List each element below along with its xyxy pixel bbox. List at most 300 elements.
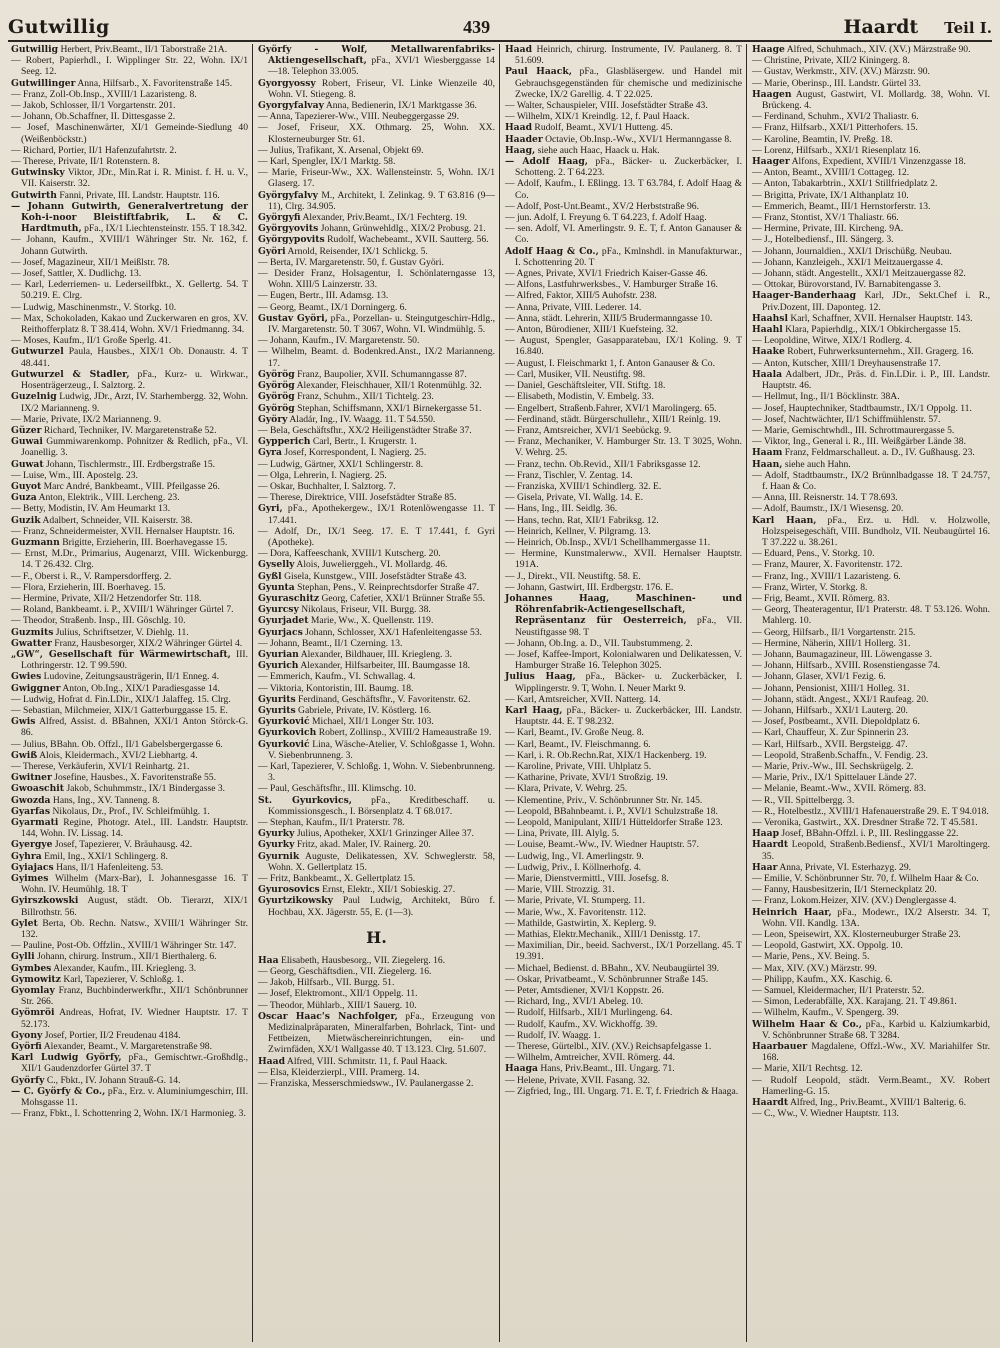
directory-entry	[258, 977, 495, 988]
entry-name: Györfy - Wolf, Metallwarenfabriks-Aktiengesellschaft,	[258, 44, 495, 67]
directory-entry	[752, 1108, 990, 1119]
entry-details: — Richard, Portier, II/1 Hafenzufahrtstr. 2.	[11, 144, 177, 156]
directory-entry	[11, 167, 248, 189]
entry-name: — Adolf Haag,	[505, 156, 588, 168]
entry-details: Alois, Juwelierggeh., VI. Mollardg. 46.	[296, 559, 448, 571]
entry-details: Marie, Ww., X. Quellenstr. 119.	[310, 615, 434, 627]
entry-details: — Fanny, Hausbesitzerin, II/1 Sterneckplatz 20.	[752, 884, 937, 896]
entry-name: Gustav Györi,	[258, 312, 328, 324]
entry-details: — Theodor, Mühlarb., XIII/1 Sauerg. 10.	[258, 999, 417, 1011]
entry-details: — Johann, Hilfsarb., XXI/1 Lauterg. 20.	[752, 704, 908, 716]
entry-details: — Lorenz, Hilfsarb., XXI/1 Riesenplatz 16.	[752, 144, 921, 156]
directory-entry	[11, 940, 248, 951]
directory-entry	[258, 649, 495, 660]
entry-details: Robert, Friseur, VI. Linke Wienzeile 40, Wohn. VI. Stiegeng. 8.	[268, 77, 495, 100]
entry-name: Haaga	[505, 1063, 538, 1075]
entry-details: — Agnes, Private, XVI/1 Friedrich Kaiser-Gasse 46.	[505, 268, 708, 280]
entry-details: — Max, XIV. (XV.) Märzstr. 99.	[752, 962, 877, 974]
directory-entry	[11, 851, 248, 862]
entry-details: — Karoline, Beamtin, IV. Preßg. 18.	[752, 133, 893, 145]
directory-entry	[11, 190, 248, 201]
entry-details: Gisela, Kunstgew., VIII. Josefstädter Straße 43.	[284, 570, 467, 582]
directory-entry	[258, 346, 495, 368]
directory-entry	[752, 358, 990, 369]
directory-columns	[6, 44, 994, 1342]
entry-details: — Josef, Maschinenwärter, XI/1 Gemeinde-Siedlung 40 (Weißenböckstr.)	[11, 122, 248, 145]
directory-entry	[505, 212, 742, 223]
directory-entry	[11, 593, 248, 604]
directory-entry	[258, 335, 495, 346]
directory-entry	[258, 156, 495, 167]
directory-entry	[752, 492, 990, 503]
entry-details: Aladár, Ing., IV. Waagg. 11. T 54.550.	[289, 413, 436, 425]
directory-entry	[505, 671, 742, 693]
entry-details: C., Fbkt., IV. Johann Strauß-G. 14.	[46, 1074, 181, 1086]
entry-details: Georg, Cafetier, XXI/1 Brünner Straße 55.	[321, 592, 486, 604]
directory-entry	[258, 817, 495, 828]
entry-details: — Veronika, Gastwirt., XX. Dresdner Straße 72. T 45.581.	[752, 817, 978, 829]
directory-entry	[11, 705, 248, 716]
entry-details: — Olga, Lehrerin, I. Nagierg. 25.	[258, 469, 387, 481]
entry-name: Györfy	[11, 1074, 45, 1086]
entry-name: Guza	[11, 492, 37, 504]
entry-details: — Ottokar, Bürovorstand, IV. Barnabitengasse 3.	[752, 279, 941, 291]
directory-entry	[258, 761, 495, 783]
entry-details: pFa., Gemischtwr.-Großhdlg., XII/1 Gaudenzdorfer Gürtel 37. T	[21, 1052, 248, 1075]
entry-name: Gyßl	[258, 570, 282, 582]
entry-details: — Franz, Schneidermeister, XVII. Hernalser Hauptstr. 16.	[11, 525, 235, 537]
directory-entry	[258, 459, 495, 470]
entry-details: — Elisabeth, Modistin, V. Embelg. 33.	[505, 391, 654, 403]
directory-entry	[11, 638, 248, 649]
directory-entry	[752, 783, 990, 794]
entry-name: Gyurnik	[258, 850, 300, 862]
directory-entry	[11, 716, 248, 738]
entry-name: Györgypovits	[258, 234, 325, 246]
entry-details: — Adolf, Dr., IX/1 Seeg. 17. E. T 17.441, f. Gyri (Apotheke).	[258, 525, 495, 548]
entry-details: — Wilhelm, XIX/1 Kreindlg. 12, f. Paul Haack.	[505, 111, 690, 123]
directory-entry	[505, 380, 742, 391]
directory-entry	[505, 806, 742, 817]
directory-entry	[11, 302, 248, 313]
directory-entry	[752, 828, 990, 839]
entry-details: — Adolf, Post-Unt.Beamt., XV/2 Herbststraße 96.	[505, 200, 699, 212]
entry-name: — C. Györfy & Co.,	[11, 1085, 106, 1097]
directory-entry	[752, 414, 990, 425]
directory-entry	[11, 1007, 248, 1029]
entry-details: — Johann, Beamt., II/1 Czerning. 13.	[258, 637, 403, 649]
directory-entry	[505, 1075, 742, 1086]
directory-entry	[752, 996, 990, 1007]
entry-details: — Georg, Geschäftsdien., VII. Ziegelerg. 16.	[258, 966, 432, 978]
entry-details: — Adolf, Stadtbaumstr., IX/2 Brünnlbadgasse 18. T 24.757, f. Haan & Co.	[752, 469, 990, 492]
entry-details: — Daniel, Geschäftsleiter, VII. Stiftg. 18.	[505, 380, 666, 392]
directory-entry	[505, 145, 742, 156]
directory-entry	[752, 391, 990, 402]
entry-details: — Leopold, Straßenb.Schaffn., V. Fendig. 23.	[752, 749, 928, 761]
directory-entry	[752, 985, 990, 996]
entry-details: — Anna, Tapezierer-Ww., VIII. Neubeggergasse 29.	[258, 111, 459, 123]
directory-entry	[505, 122, 742, 133]
directory-entry	[11, 951, 248, 962]
directory-entry	[258, 604, 495, 615]
entry-name: Haad	[258, 1055, 286, 1067]
entry-details: — Roland, Bankbeamt. i. P., XVIII/1 Währinger Gürtel 7.	[11, 604, 234, 616]
directory-entry	[258, 828, 495, 839]
entry-details: — Rudolf, Hilfsarb., XII/1 Murlingeng. 64.	[505, 1007, 673, 1019]
entry-details: Johann, Schlosser, XX/1 Hafenleitengasse 53.	[305, 626, 482, 638]
directory-entry	[505, 537, 742, 548]
directory-entry	[11, 895, 248, 917]
entry-details: Franz, Buchbinderwerkfhr., XII/1 Schönbrunner Str. 266.	[21, 985, 248, 1008]
entry-details: — Wilhelm, Beamt. d. Bodenkred.Anst., IX/2 Marianneng. 17.	[258, 346, 495, 369]
directory-entry	[11, 346, 248, 368]
directory-entry	[11, 1086, 248, 1108]
entry-details: Johann, chirurg. Instrum., XII/1 Bierthalerg. 6.	[37, 951, 217, 963]
directory-entry	[505, 134, 742, 145]
directory-entry	[11, 671, 248, 682]
entry-name: Gypperich	[258, 436, 311, 448]
entry-details: Stephan, Schiffsmann, XXI/1 Birnekergasse 51.	[297, 402, 482, 414]
directory-entry	[258, 167, 495, 189]
directory-entry	[258, 503, 495, 525]
entry-details: — Oskar, Privatbeamt., V. Schönbrunner Straße 145.	[505, 973, 709, 985]
directory-entry	[505, 873, 742, 884]
entry-details: Octavie, Ob.Insp.-Ww., XVI/1 Hermanngasse 8.	[545, 133, 732, 145]
directory-entry	[258, 44, 495, 78]
entry-name: Guzmits	[11, 626, 54, 638]
entry-details: — Marie, Priv., IX/1 Spittelauer Lände 27.	[752, 772, 917, 784]
entry-details: — Eduard, Pens., V. Storkg. 10.	[752, 548, 875, 560]
entry-details: Auguste, Delikatessen, XV. Schweglerstr. 58, Wohn. X. Gellertplatz 15.	[268, 850, 495, 873]
entry-details: pFa., XVI/1 Wiesberggasse 14—18. Telephon 33.005.	[268, 55, 495, 78]
entry-name: Gutwillinger	[11, 77, 76, 89]
directory-entry	[752, 89, 990, 111]
entry-details: Hans, II/1 Hafenleiteng. 53.	[56, 861, 164, 873]
directory-entry	[505, 201, 742, 212]
directory-entry	[11, 1108, 248, 1119]
entry-details: — Josef, Nachtwächter, II/1 Schiffmühlenstr. 57.	[752, 413, 941, 425]
entry-name: Gutwurzel	[11, 346, 64, 358]
directory-entry	[752, 1097, 990, 1108]
directory-entry	[752, 627, 990, 638]
directory-entry	[752, 122, 990, 133]
entry-details: Adalbert, Schneider, VII. Kaiserstr. 38.	[42, 514, 193, 526]
entry-details: Emil, Ing., XXI/1 Schlingerg. 8.	[44, 850, 168, 862]
directory-entry	[11, 739, 248, 750]
directory-entry	[11, 201, 248, 235]
entry-details: — Franz, Amtsreicher, XVI/1 Seebückg. 9.	[505, 424, 672, 436]
directory-entry	[258, 851, 495, 873]
entry-details: Alexander, Hilfsarbeiter, III. Baumgasse 18.	[300, 660, 471, 672]
directory-entry	[11, 268, 248, 279]
directory-entry	[752, 290, 990, 312]
entry-details: Julius, Apotheker, XXI/1 Grinzinger Allee 37.	[296, 828, 474, 840]
entry-details: — Franz, Ing., XVIII/1 Lazaristeng. 6.	[752, 570, 901, 582]
entry-details: — Leopold, Manipulant, XIII/1 Hütteldorfer Straße 123.	[505, 817, 723, 829]
entry-name: Haar	[752, 861, 778, 873]
entry-details: — Anton, Beamt., XVIII/1 Cottageg. 12.	[752, 167, 910, 179]
directory-entry	[752, 145, 990, 156]
directory-entry	[505, 571, 742, 582]
directory-entry	[258, 582, 495, 593]
entry-name: Györgyovits	[258, 223, 319, 235]
entry-details: pFa., VII. Neustiftgasse 98. T	[515, 615, 742, 638]
directory-entry	[258, 627, 495, 638]
directory-entry	[752, 436, 990, 447]
directory-entry	[11, 425, 248, 436]
directory-entry	[258, 78, 495, 100]
directory-entry	[505, 1030, 742, 1041]
directory-entry	[505, 403, 742, 414]
entry-details: — Samuel, Kleidermacher, II/1 Praterstr. 52.	[752, 985, 924, 997]
entry-details: — Katharine, Private, XVI/1 Stroßzig. 19.	[505, 772, 668, 784]
entry-details: Franz, Schuhm., XII/1 Tichtelg. 23.	[297, 391, 434, 403]
directory-entry	[258, 481, 495, 492]
entry-details: Rudolf, Beamt., XVI/1 Hutteng. 45.	[534, 122, 673, 134]
entry-details: — Franz, Tischler, V. Zentag. 14.	[505, 469, 633, 481]
entry-details: — Lina, Private, III. Alylg. 5.	[505, 828, 620, 840]
entry-name: Wilhelm Haar & Co.,	[752, 1018, 862, 1030]
directory-entry	[505, 313, 742, 324]
directory-entry	[752, 346, 990, 357]
entry-name: Gyurosovics	[258, 884, 320, 896]
entry-details: — Franz, Hilfsarb., XXI/1 Pitterhofers. 15.	[752, 122, 918, 134]
directory-entry	[752, 806, 990, 817]
directory-entry	[505, 178, 742, 200]
entry-details: — Hermine, Kunstmalerww., XVII. Hernalser Hauptstr. 191A.	[505, 548, 742, 571]
directory-entry	[258, 1000, 495, 1011]
entry-details: — Ferdinand, städt. Bürgerschullehr., XIII/1 Reinlg. 19.	[505, 413, 721, 425]
directory-entry	[752, 571, 990, 582]
entry-details: — Franziska, XVIII/1 Schindlerg. 32. E.	[505, 480, 662, 492]
directory-entry	[258, 403, 495, 414]
entry-details: — Rudolf, IV. Waagg. 1.	[505, 1029, 601, 1041]
directory-entry	[752, 78, 990, 89]
directory-entry	[11, 459, 248, 470]
entry-details: Viktor, JDr., Min.Rat i. R. Minist. f. H. u. V., VII. Kaiserstr. 32.	[21, 167, 248, 190]
entry-details: — Viktor, Ing., General i. R., III. Weißgärber Lände 38.	[752, 436, 966, 448]
entry-details: pFa., Bäcker- u. Zuckerbäcker, I. Schotteng. 2. T 64.223.	[515, 156, 743, 179]
entry-name: Györög	[258, 391, 295, 403]
entry-details: — Karl, Amtsreicher, XVII. Natterg. 14.	[505, 693, 661, 705]
entry-name: Haad	[505, 122, 533, 134]
directory-entry	[258, 234, 495, 245]
directory-entry	[258, 683, 495, 694]
entry-name: Gyurian	[258, 648, 299, 660]
entry-details: Anna, Hilfsarb., X. Favoritenstraße 145.	[77, 77, 233, 89]
entry-name: Gwiggner	[11, 682, 61, 694]
entry-details: — Josef, Elektromont., XII/1 Oppelg. 11.	[258, 988, 418, 1000]
directory-entry	[11, 772, 248, 783]
entry-details: Ernst, Elektr., XII/1 Sobieskig. 27.	[322, 884, 456, 896]
entry-name: Györög	[258, 380, 295, 392]
directory-entry	[752, 761, 990, 772]
entry-name: Guzmann	[11, 536, 60, 548]
entry-name: Gyorgyossy	[258, 77, 316, 89]
directory-entry	[752, 649, 990, 660]
entry-details: Leopold, Straßenb.Bediensf., XVI/1 Maroltingerg. 35.	[762, 839, 990, 862]
entry-details: Paul Ludwig, Architekt, Büro f. Hochbau, XX. Jägerstr. 55, E. (1—3).	[268, 895, 495, 918]
directory-entry	[11, 548, 248, 570]
directory-entry	[11, 582, 248, 593]
directory-entry	[505, 459, 742, 470]
entry-details: — Zigfried, Ing., III. Ungarg. 71. E. T, f. Friedrich & Haaga.	[505, 1085, 739, 1097]
entry-details: — Johann, Baumagazineur, III. Löwengasse 3.	[752, 648, 932, 660]
entry-details: Lina, Wäsche-Atelier, V. Schloßgasse 1, Wohn. V. Siebenbrunneng. 3.	[268, 738, 495, 761]
entry-details: — Marie, XII/1 Rechtsg. 12.	[752, 1063, 863, 1075]
entry-name: Gyuraschitz	[258, 592, 320, 604]
entry-details: — Carl, Musiker, VII. Neustiftg. 98.	[505, 368, 646, 380]
entry-details: — Franz, Stontist, XV/1 Thaliastr. 66.	[752, 212, 899, 224]
directory-entry	[505, 884, 742, 895]
entry-details: — J., Direkt., VII. Neustiftg. 58. E.	[505, 570, 641, 582]
directory-entry	[752, 246, 990, 257]
entry-details: Adalbert, JDr., Präs. d. Fin.LDir. i. P., III. Landstr. Hauptstr. 46.	[762, 368, 990, 392]
entry-details: — Mathias, Elektr.Mechanik., XIII/1 Denisstg. 17.	[505, 929, 701, 941]
directory-entry	[752, 604, 990, 626]
entry-details: — Hellmut, Ing., II/1 Böcklinstr. 38A.	[752, 391, 900, 403]
directory-entry	[11, 985, 248, 1007]
directory-entry	[752, 447, 990, 458]
directory-entry	[258, 111, 495, 122]
directory-entry	[258, 414, 495, 425]
directory-entry	[752, 671, 990, 682]
directory-entry	[258, 447, 495, 458]
entry-details: — Hans, Ing., III. Seidlg. 36.	[505, 503, 618, 515]
directory-entry	[258, 190, 495, 212]
entry-details: — Emmerich, Beamt., III/1 Hernstorferstr. 13.	[752, 200, 931, 212]
entry-details: — Ludwig, Priv., I. Köllnerhofg. 4.	[505, 861, 642, 873]
directory-entry	[505, 783, 742, 794]
directory-entry	[11, 615, 248, 626]
entry-name: Gwitner	[11, 772, 52, 784]
entry-details: Josef, BBahn-Offzl. i. P., III. Reslinggasse 22.	[781, 828, 959, 840]
entry-details: — Brigitta, Private, IX/1 Althanplatz 10.	[752, 189, 909, 201]
entry-details: — Johann, Ob.Ing. a. D., VII. Taubstummeng. 2.	[505, 637, 693, 649]
directory-entry	[11, 694, 248, 705]
entry-details: Richard, Techniker, IV. Margaretenstraße 52.	[43, 424, 217, 436]
entry-details: — Klara, Private, V. Wehrg. 25.	[505, 783, 628, 795]
directory-entry	[752, 940, 990, 951]
entry-details: — Eugen, Bertr., III. Adamsg. 13.	[258, 290, 389, 302]
directory-entry	[752, 638, 990, 649]
directory-entry	[752, 694, 990, 705]
directory-entry	[258, 705, 495, 716]
entry-details: — Franz, techn. Ob.Revid., XII/1 Fabriksgasse 12.	[505, 458, 701, 470]
entry-details: — R., VII. Spittelbergg. 3.	[752, 794, 855, 806]
directory-entry	[752, 895, 990, 906]
directory-entry	[11, 391, 248, 413]
entry-details: Anna, Bedienerin, IX/1 Marktgasse 36.	[325, 100, 477, 112]
entry-details: Paula, Hausbes., XIX/1 Ob. Donaustr. 4. T 48.441.	[21, 346, 248, 369]
directory-entry	[505, 649, 742, 671]
entry-details: Elisabeth, Hausbesorg., VII. Ziegelerg. 16.	[281, 954, 446, 966]
directory-entry	[11, 515, 248, 526]
entry-details: Josefine, Hausbes., X. Favoritenstraße 55.	[54, 772, 216, 784]
entry-name: Haag,	[505, 144, 536, 156]
directory-entry	[11, 414, 248, 425]
entry-name: Johannes Haag, Maschinen- und Röhrenfabrik-Actiengesellschaft, Repräsentanz für Oesterreich,	[505, 592, 742, 627]
directory-entry	[258, 100, 495, 111]
directory-entry	[505, 436, 742, 458]
directory-entry	[505, 503, 742, 514]
directory-entry	[752, 772, 990, 783]
directory-entry	[11, 526, 248, 537]
directory-entry	[505, 593, 742, 638]
directory-entry	[505, 772, 742, 783]
directory-entry	[752, 929, 990, 940]
entry-details: Hans, Ing., XV. Tanneng. 8.	[52, 794, 160, 806]
directory-entry	[505, 750, 742, 761]
directory-entry	[258, 380, 495, 391]
entry-details: — Johann, Glaser, XVI/1 Fezig. 6.	[752, 671, 886, 683]
entry-details: — Anton, Tabakarbtrin., XXI/1 Stillfriedplatz 2.	[752, 178, 938, 190]
entry-name: Györgyfalvy	[258, 189, 318, 201]
entry-details: August, städt. Ob. Tierarzt, XIX/1 Billrothstr. 56.	[21, 895, 248, 918]
entry-details: pFa., Kreditbeschaff. u. Kommissionsgesch., I. Börsenplatz 4. T 68.017.	[268, 794, 495, 817]
directory-entry	[258, 548, 495, 559]
entry-details: — Richard, Ing., XVI/1 Abeleg. 10.	[505, 996, 644, 1008]
directory-entry	[258, 425, 495, 436]
entry-name: Györgyfi	[258, 212, 301, 224]
entry-details: — Emilie, V. Schönbrunner Str. 70, f. Wilhelm Haar & Co.	[752, 873, 979, 885]
entry-details: Arnold, Reisender, IX/1 Schlickg. 5.	[287, 245, 428, 257]
directory-entry	[258, 1067, 495, 1078]
directory-entry	[11, 683, 248, 694]
entry-details: Jakob, Schuhmmstr., IX/1 Bindergasse 3.	[66, 783, 226, 795]
entry-details: — Philipp, Kaufm., XX. Kaschig. 6.	[752, 973, 893, 985]
entry-name: Gylet	[11, 917, 38, 929]
entry-details: — Rudolf Leopold, städt. Verm.Beamt., XV. Robert Hamerling-G. 15.	[752, 1074, 990, 1097]
directory-entry	[505, 940, 742, 962]
entry-details: — Marie, Ww., X. Favoritenstr. 112.	[505, 906, 646, 918]
entry-details: — Paul, Geschäftsfhr., III. Klimschg. 10.	[258, 783, 417, 795]
entry-details: — Mathilde, Gastwirtin, X. Keplerg. 9.	[505, 917, 657, 929]
directory-entry	[258, 1056, 495, 1067]
entry-name: Gyergye	[11, 839, 53, 851]
entry-details: — Johann, Gastwirt, III. Erdbergstr. 176. E.	[505, 581, 674, 593]
entry-name: Haader	[505, 133, 543, 145]
entry-details: — Desider Franz, Holsagentur, I. Schönlaterngasse 13, Wohn. XIII/5 Lainzerstr. 33.	[258, 268, 495, 291]
entry-details: — Ferdinand, Schuhm., XVI/2 Thaliastr. 6.	[752, 111, 919, 123]
entry-details: pFa., IX/1 Liechtensteinstr. 155. T 18.342.	[84, 223, 248, 235]
entry-details: — Julius, Trafikant, X. Arsenal, Objekt 69.	[258, 144, 424, 156]
entry-details: Andreas, Hofrat, IV. Wiedner Hauptstr. 17. T 52.173.	[21, 1007, 248, 1030]
directory-entry	[505, 302, 742, 313]
entry-name: Oscar Haac's Nachfolger,	[258, 1010, 398, 1022]
directory-entry	[505, 358, 742, 369]
entry-details: — Karl, Hilfsarb., XVII. Bergsteigg. 47.	[752, 738, 908, 750]
entry-name: Gyurich	[258, 660, 299, 672]
directory-entry	[258, 988, 495, 999]
entry-details: — Jakob, Hilfsarb., VII. Burgg. 51.	[258, 977, 395, 989]
directory-entry	[258, 638, 495, 649]
entry-details: — Marie, Private, VI. Stumperg. 11.	[505, 895, 645, 907]
directory-entry	[505, 290, 742, 301]
entry-details: — Georg, Beamt., IX/1 Dorningerg. 6.	[258, 301, 407, 313]
entry-name: Gyurjacs	[258, 626, 303, 638]
entry-details: Anna, Private, VI. Esterhazyg. 29.	[779, 861, 912, 873]
directory-entry	[752, 212, 990, 223]
entry-name: Karl Haan,	[752, 514, 817, 526]
entry-details: — Alfred, Faktor, XIII/5 Auhofstr. 238.	[505, 290, 657, 302]
directory-entry	[752, 335, 990, 346]
entry-details: III. Lothringerstr. 12. T 99.590.	[21, 648, 248, 672]
directory-entry	[752, 1075, 990, 1097]
directory-entry	[258, 783, 495, 794]
entry-details: — Oskar, Buchhalter, I. Salztorg. 7.	[258, 480, 396, 492]
